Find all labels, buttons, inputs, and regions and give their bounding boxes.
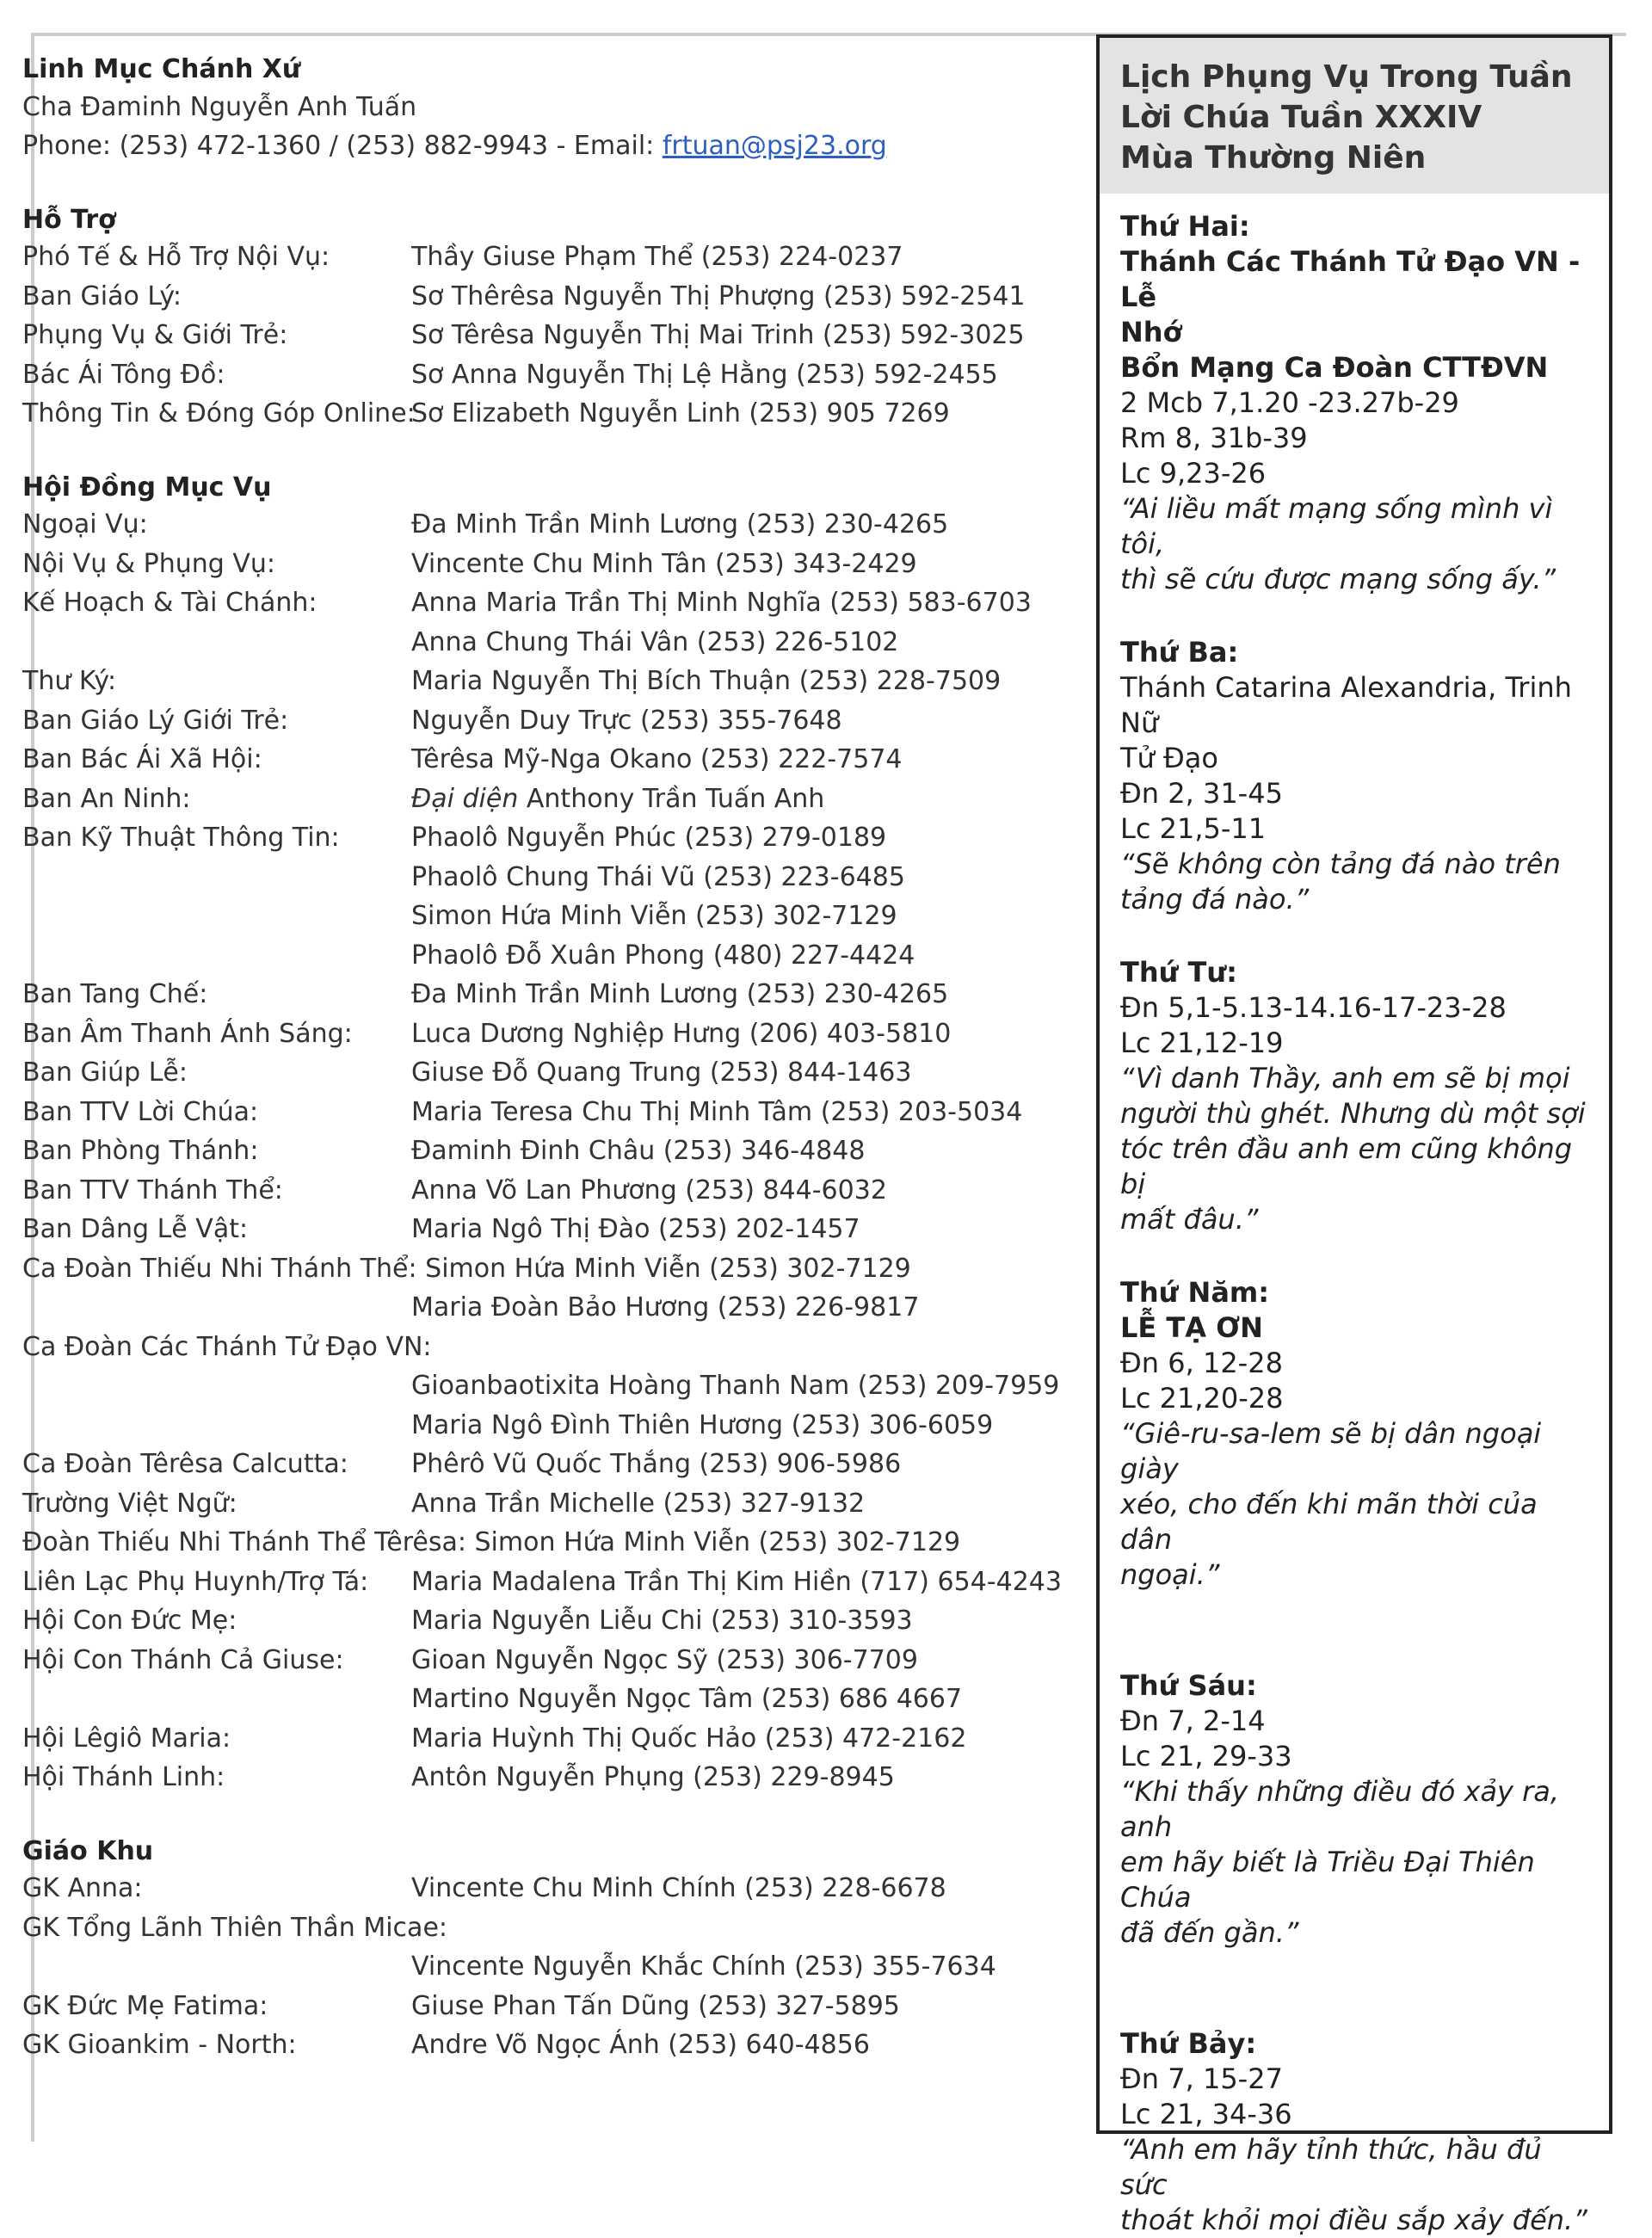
day-label: Thứ Năm: <box>1120 1276 1270 1309</box>
day-friday <box>1120 1668 1588 1951</box>
role-label: Ban TTV Lời Chúa: <box>22 1096 259 1127</box>
person-name: Anthony Trần Tuấn Anh <box>518 783 825 814</box>
reading: Đn 7, 2-14 <box>1120 1705 1266 1737</box>
gospel-quote: “Giê-ru-sa-lem sẽ bị dân ngoại giày <box>1120 1417 1542 1485</box>
person-contact: Simon Hứa Minh Viễn (253) 302-7129 <box>411 901 897 931</box>
gospel-quote: mất đâu.” <box>1120 1203 1259 1236</box>
role-label: Phó Tế & Hỗ Trợ Nội Vụ: <box>22 242 330 272</box>
person-contact: Anna Maria Trần Thị Minh Nghĩa (253) 583-6703 <box>411 588 1032 618</box>
person-contact: Simon Hứa Minh Viễn (253) 302-7129 <box>416 1253 911 1284</box>
person-contact: Maria Madalena Trần Thị Kim Hiền (717) 654-4243 <box>411 1566 1062 1597</box>
role-label: Phụng Vụ & Giới Trẻ: <box>22 320 288 350</box>
person-contact: Martino Nguyễn Ngọc Tâm (253) 686 4667 <box>411 1684 963 1714</box>
role-label: Ban Bác Ái Xã Hội: <box>22 744 262 774</box>
support-heading: Hỗ Trợ <box>22 204 116 235</box>
gospel-quote: tóc trên đầu anh em cũng không bị <box>1120 1132 1573 1200</box>
gospel-quote: “Ai liều mất mạng sống mình vì tôi, <box>1120 492 1553 560</box>
liturgy-header <box>1100 38 1609 194</box>
districts-heading: Giáo Khu <box>22 1835 154 1866</box>
reading: Rm 8, 31b-39 <box>1120 422 1308 454</box>
liturgy-season: Mùa Thường Niên <box>1120 140 1427 176</box>
role-label: Ca Đoàn Têrêsa Calcutta: <box>22 1449 348 1479</box>
person-contact: Giuse Đỗ Quang Trung (253) 844-1463 <box>411 1057 912 1088</box>
role-label: Liên Lạc Phụ Huynh/Trợ Tá: <box>22 1566 369 1597</box>
person-contact: Phêrô Vũ Quốc Thắng (253) 906-5986 <box>411 1449 902 1479</box>
role-label: Ca Đoàn Thiếu Nhi Thánh Thể: <box>22 1253 417 1284</box>
reading: Đn 2, 31-45 <box>1120 777 1283 810</box>
role-label: Nội Vụ & Phụng Vụ: <box>22 548 276 579</box>
role-label: Bác Ái Tông Đồ: <box>22 359 225 390</box>
gospel-quote: ngoại.” <box>1120 1558 1220 1591</box>
council-row <box>22 1484 1068 1524</box>
pastor-contact <box>22 126 1068 166</box>
person-contact: Antôn Nguyễn Phụng (253) 229-8945 <box>411 1762 895 1792</box>
council-row <box>22 936 1068 976</box>
role-label: GK Anna: <box>22 1873 143 1903</box>
person-contact: Anna Chung Thái Vân (253) 226-5102 <box>411 626 899 657</box>
day-monday <box>1120 209 1588 597</box>
district-row <box>22 1947 1068 1987</box>
role-label: Hội Lêgiô Maria: <box>22 1723 231 1754</box>
council-row <box>22 583 1068 623</box>
reading: Đn 6, 12-28 <box>1120 1347 1283 1379</box>
role-label: Trường Việt Ngữ: <box>22 1488 237 1519</box>
district-row <box>22 1869 1068 1908</box>
council-row <box>22 545 1068 584</box>
role-label: GK Gioankim - North: <box>22 2030 297 2060</box>
council-row <box>22 1014 1068 1054</box>
support-row <box>22 277 1068 317</box>
pastor-email-link[interactable]: frtuan@psj23.org <box>662 131 887 161</box>
person-contact: Maria Nguyễn Thị Bích Thuận (253) 228-7509 <box>411 666 1002 696</box>
liturgy-panel <box>1096 34 1612 2236</box>
gospel-quote: thoát khỏi mọi điều sắp xảy đến.” <box>1120 2204 1587 2236</box>
role-label: Ban Tang Chế: <box>22 979 208 1009</box>
reading: Lc 21,20-28 <box>1120 1382 1284 1415</box>
role-label: Kế Hoạch & Tài Chánh: <box>22 588 317 618</box>
day-tuesday <box>1120 635 1588 917</box>
council-row <box>22 1328 1068 1367</box>
council-row <box>22 858 1068 897</box>
day-label: Thứ Hai: <box>1120 210 1250 243</box>
council-row <box>22 701 1068 741</box>
person-contact: Anna Trần Michelle (253) 327-9132 <box>411 1488 866 1519</box>
gospel-quote: tảng đá nào.” <box>1120 883 1310 916</box>
day-label: Thứ Tư: <box>1120 956 1237 989</box>
person-contact: Maria Ngô Đình Thiên Hương (253) 306-6059 <box>411 1409 994 1440</box>
person-contact: Sơ Thêrêsa Nguyễn Thị Phượng (253) 592-2541 <box>411 281 1026 311</box>
role-label: Ca Đoàn Các Thánh Tử Đạo VN: <box>22 1331 432 1362</box>
role-label: Ban Giúp Lễ: <box>22 1057 188 1088</box>
council-row <box>22 975 1068 1014</box>
district-row <box>22 1987 1068 2026</box>
council-row <box>22 623 1068 663</box>
reading: Lc 21,5-11 <box>1120 812 1267 845</box>
role-label: GK Đức Mẹ Fatima: <box>22 1990 268 2021</box>
role-label: Hội Con Đức Mẹ: <box>22 1606 237 1636</box>
council-row <box>22 780 1068 819</box>
council-row <box>22 1641 1068 1680</box>
council-row <box>22 1445 1068 1484</box>
day-label: Thứ Sáu: <box>1120 1669 1257 1702</box>
council-row <box>22 662 1068 701</box>
gospel-quote: em hãy biết là Triều Đại Thiên Chúa <box>1120 1846 1535 1914</box>
council-row <box>22 897 1068 936</box>
council-row <box>22 1210 1068 1249</box>
council-row <box>22 1563 1068 1602</box>
council-heading: Hội Đồng Mục Vụ <box>22 472 272 502</box>
council-row <box>22 1131 1068 1171</box>
day-label: Thứ Bảy: <box>1120 2027 1257 2060</box>
person-contact: Maria Nguyễn Liễu Chi (253) 310-3593 <box>411 1606 913 1636</box>
role-label: Ban An Ninh: <box>22 783 191 814</box>
role-label: Ban Phòng Thánh: <box>22 1136 259 1166</box>
person-contact: Thầy Giuse Phạm Thể (253) 224-0237 <box>411 242 903 272</box>
role-label: Ngoại Vụ: <box>22 509 148 539</box>
person-contact: Đa Minh Trần Minh Lương (253) 230-4265 <box>411 509 949 539</box>
gospel-quote: thì sẽ cứu được mạng sống ấy.” <box>1120 563 1556 595</box>
liturgy-week: Lời Chúa Tuần XXXIV <box>1120 100 1482 135</box>
person-contact: Phaolô Nguyễn Phúc (253) 279-0189 <box>411 823 887 853</box>
gospel-quote: xéo, cho đến khi mãn thời của dân <box>1120 1488 1538 1556</box>
role-label: Ban Giáo Lý: <box>22 281 182 311</box>
council-row <box>22 1249 1068 1289</box>
feast-name: Bổn Mạng Ca Đoàn CTTĐVN <box>1120 351 1549 384</box>
gospel-quote: “Sẽ không còn tảng đá nào trên <box>1120 848 1561 880</box>
council-row <box>22 1288 1068 1328</box>
person-contact: Andre Võ Ngọc Ánh (253) 640-4856 <box>411 2030 870 2060</box>
pastor-phone: Phone: (253) 472-1360 / (253) 882-9943 - Email: <box>22 131 663 161</box>
support-row <box>22 355 1068 395</box>
council-row <box>22 1053 1068 1093</box>
council-row <box>22 1758 1068 1797</box>
person-contact: Đa Minh Trần Minh Lương (253) 230-4265 <box>411 979 949 1009</box>
feast-name: Thánh Các Thánh Tử Đạo VN - Lễ <box>1120 245 1581 313</box>
role-label: Hội Con Thánh Cả Giuse: <box>22 1644 344 1675</box>
person-contact: Sơ Anna Nguyễn Thị Lệ Hằng (253) 592-2455 <box>411 359 998 390</box>
council-row <box>22 1366 1068 1406</box>
person-contact: Maria Đoàn Bảo Hương (253) 226-9817 <box>411 1292 920 1322</box>
district-row <box>22 1908 1068 1948</box>
council-row <box>22 1093 1068 1132</box>
council-row <box>22 818 1068 858</box>
gospel-quote: người thù ghét. Nhưng dù một sợi <box>1120 1097 1586 1130</box>
gospel-quote: “Khi thấy những điều đó xảy ra, anh <box>1120 1775 1560 1843</box>
person-contact: Maria Teresa Chu Thị Minh Tâm (253) 203-5034 <box>411 1096 1023 1127</box>
reading: 2 Mcb 7,1.20 -23.27b-29 <box>1120 386 1459 419</box>
support-row <box>22 316 1068 355</box>
role-label: Hội Thánh Linh: <box>22 1762 225 1792</box>
person-contact: Maria Ngô Thị Đào (253) 202-1457 <box>411 1214 860 1244</box>
person-contact: Gioanbaotixita Hoàng Thanh Nam (253) 209-7959 <box>411 1371 1060 1401</box>
pastor-heading: Linh Mục Chánh Xứ <box>22 54 301 84</box>
council-row <box>22 1601 1068 1641</box>
support-row <box>22 394 1068 434</box>
person-contact: Maria Huỳnh Thị Quốc Hảo (253) 472-2162 <box>411 1723 967 1754</box>
person-contact: Vincente Chu Minh Tân (253) 343-2429 <box>411 548 917 579</box>
feast-name: Nhớ <box>1120 316 1182 348</box>
reading: Đn 5,1-5.13-14.16-17-23-28 <box>1120 991 1507 1024</box>
role-label: Ban Giáo Lý Giới Trẻ: <box>22 705 289 736</box>
council-row <box>22 505 1068 545</box>
support-row <box>22 237 1068 277</box>
person-contact: Giuse Phan Tấn Dũng (253) 327-5895 <box>411 1990 900 2021</box>
pastor-name: Cha Đaminh Nguyễn Anh Tuấn <box>22 91 417 122</box>
reading: Lc 21,12-19 <box>1120 1027 1284 1059</box>
staff-directory <box>22 48 1068 2065</box>
person-contact: Vincente Nguyễn Khắc Chính (253) 355-7634 <box>411 1951 996 1982</box>
reading: Lc 9,23-26 <box>1120 457 1267 490</box>
role-label: Thư Ký: <box>22 666 117 696</box>
council-row <box>22 1406 1068 1446</box>
role-label: Ban Dâng Lễ Vật: <box>22 1214 249 1244</box>
person-contact: Phaolô Đỗ Xuân Phong (480) 227-4424 <box>411 940 915 971</box>
day-label: Thứ Ba: <box>1120 636 1239 669</box>
role-label: GK Tổng Lãnh Thiên Thần Micae: <box>22 1912 448 1943</box>
gospel-quote: “Anh em hãy tỉnh thức, hầu đủ sức <box>1120 2133 1542 2201</box>
council-row <box>22 740 1068 780</box>
person-contact: Sơ Elizabeth Nguyễn Linh (253) 905 7269 <box>411 398 950 428</box>
reading: Lc 21, 29-33 <box>1120 1740 1292 1773</box>
feast-name: LỄ TẠ ƠN <box>1120 1311 1263 1344</box>
feast-name: Thánh Catarina Alexandria, Trinh Nữ <box>1120 671 1572 739</box>
council-row <box>22 1719 1068 1759</box>
person-contact: Têrêsa Mỹ-Nga Okano (253) 222-7574 <box>411 744 903 774</box>
day-thursday <box>1120 1275 1588 1593</box>
representative-label: Đại diện <box>411 783 519 814</box>
feast-name: Tử Đạo <box>1120 742 1218 774</box>
council-row <box>22 1680 1068 1719</box>
role-label: Ban Âm Thanh Ánh Sáng: <box>22 1018 353 1049</box>
council-row <box>22 1523 1068 1563</box>
person-contact: Phaolô Chung Thái Vũ (253) 223-6485 <box>411 861 905 892</box>
gospel-quote: đã đến gần.” <box>1120 1916 1299 1949</box>
tntt-entry: Đoàn Thiếu Nhi Thánh Thể Têrêsa: Simon Hứa Minh Viễn (253) 302-7129 <box>22 1527 961 1557</box>
liturgy-days <box>1100 194 1609 2238</box>
day-saturday <box>1120 2026 1588 2238</box>
person-contact: Sơ Têrêsa Nguyễn Thị Mai Trinh (253) 592-3025 <box>411 320 1025 350</box>
person-contact: Vincente Chu Minh Chính (253) 228-6678 <box>411 1873 946 1903</box>
liturgy-title: Lịch Phụng Vụ Trong Tuần <box>1120 59 1573 95</box>
person-contact: Anna Võ Lan Phương (253) 844-6032 <box>411 1174 887 1205</box>
council-row <box>22 1171 1068 1211</box>
reading: Đn 7, 15-27 <box>1120 2062 1283 2095</box>
person-contact: Nguyễn Duy Trực (253) 355-7648 <box>411 705 842 736</box>
role-label: Ban Kỹ Thuật Thông Tin: <box>22 823 340 853</box>
gospel-quote: “Vì danh Thầy, anh em sẽ bị mọi <box>1120 1062 1570 1094</box>
person-contact: Luca Dương Nghiệp Hưng (206) 403-5810 <box>411 1018 952 1049</box>
reading: Lc 21, 34-36 <box>1120 2098 1292 2130</box>
role-label: Thông Tin & Đóng Góp Online: <box>22 398 416 428</box>
district-row <box>22 2025 1068 2065</box>
person-contact: Đaminh Đinh Châu (253) 346-4848 <box>411 1136 866 1166</box>
person-contact: Gioan Nguyễn Ngọc Sỹ (253) 306-7709 <box>411 1644 918 1675</box>
person-contact <box>411 780 824 819</box>
role-label: Ban TTV Thánh Thể: <box>22 1174 283 1205</box>
day-wednesday <box>1120 955 1588 1237</box>
